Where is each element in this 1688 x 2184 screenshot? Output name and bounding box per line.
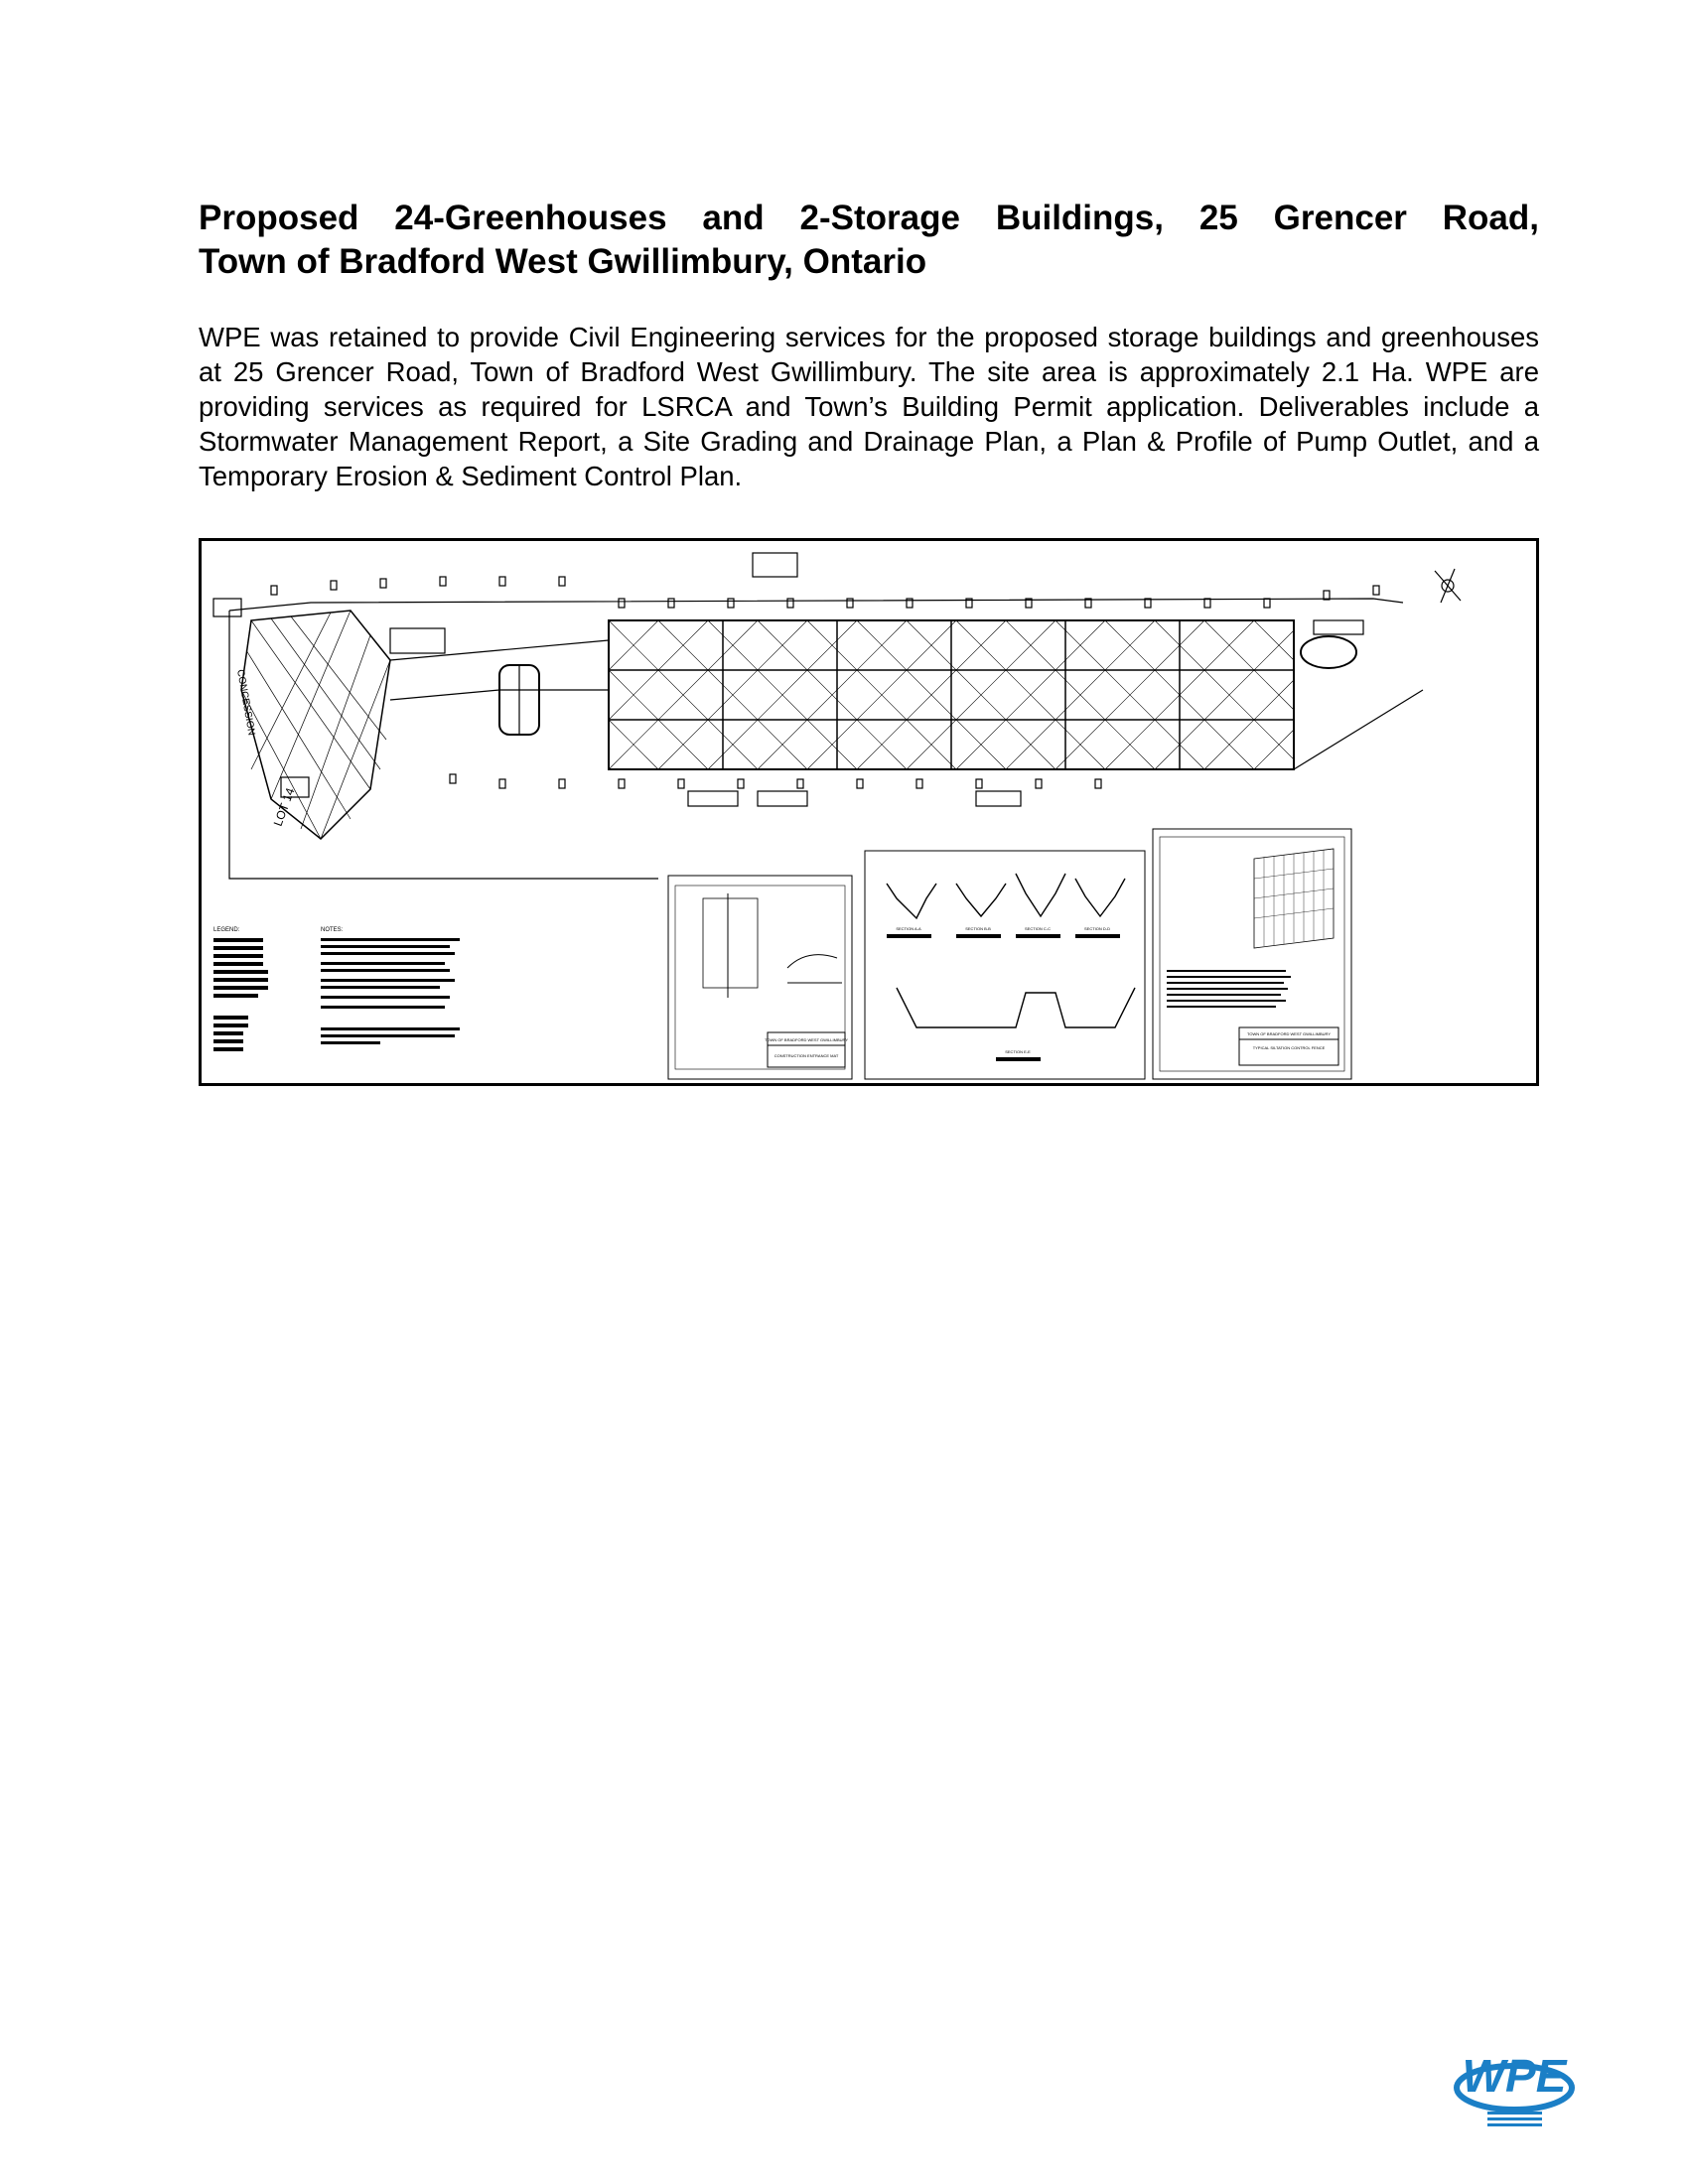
detail-panel-sections [865, 851, 1145, 1079]
section-label-d: SECTION D-D [1084, 926, 1110, 931]
title-line-1: Proposed 24-Greenhouses and 2-Storage Buildings, 25 Grencer Road, [199, 199, 1539, 237]
panel1-title: TOWN OF BRADFORD WEST GWILLIMBURY [764, 1037, 849, 1042]
page-title [199, 197, 1539, 284]
detail-panel-silt-fence [1153, 829, 1351, 1079]
section-label-c: SECTION C-C [1025, 926, 1051, 931]
notes-label: NOTES: [321, 927, 344, 933]
road-label: CONCESSION [234, 668, 257, 737]
section-label-b: SECTION B-B [965, 926, 991, 931]
site-plan-drawing [199, 538, 1539, 1086]
site-plan-main [213, 553, 1461, 879]
panel3-subtitle: TYPICAL SILTATION CONTROL FENCE [1252, 1045, 1326, 1050]
logo-text: WPE [1462, 2050, 1567, 2102]
panel1-subtitle: CONSTRUCTION ENTRANCE MAT [774, 1053, 839, 1058]
lot-label: LOT 14 [270, 785, 298, 829]
section-label-a: SECTION A-A [896, 926, 921, 931]
project-description: WPE was retained to provide Civil Engineering services for the proposed storage buildings and greenhouses at 25 Grencer Road, Town of Bradford West Gwillimbury. The site area is approximately 2.1 Ha. WPE are providing services as required for LSRCA and Town’s Building Permit application. Deliverables include a Stormwater Management Report, a Site Grading and Drainage Plan, a Plan & Profile of Pump Outlet, and a Temporary Erosion & Sediment Control Plan. [199, 322, 1539, 491]
site-plan-svg [202, 541, 1536, 1083]
title-line-2: Town of Bradford West Gwillimbury, Ontario [199, 242, 927, 281]
detail-panel-entrance-mat [668, 876, 852, 1079]
legend-block [213, 927, 460, 1051]
profile-label: SECTION E-E [1005, 1049, 1031, 1054]
panel3-title: TOWN OF BRADFORD WEST GWILLIMBURY [1246, 1031, 1332, 1036]
wpe-logo [1450, 2030, 1579, 2129]
legend-label: LEGEND: [213, 927, 240, 933]
